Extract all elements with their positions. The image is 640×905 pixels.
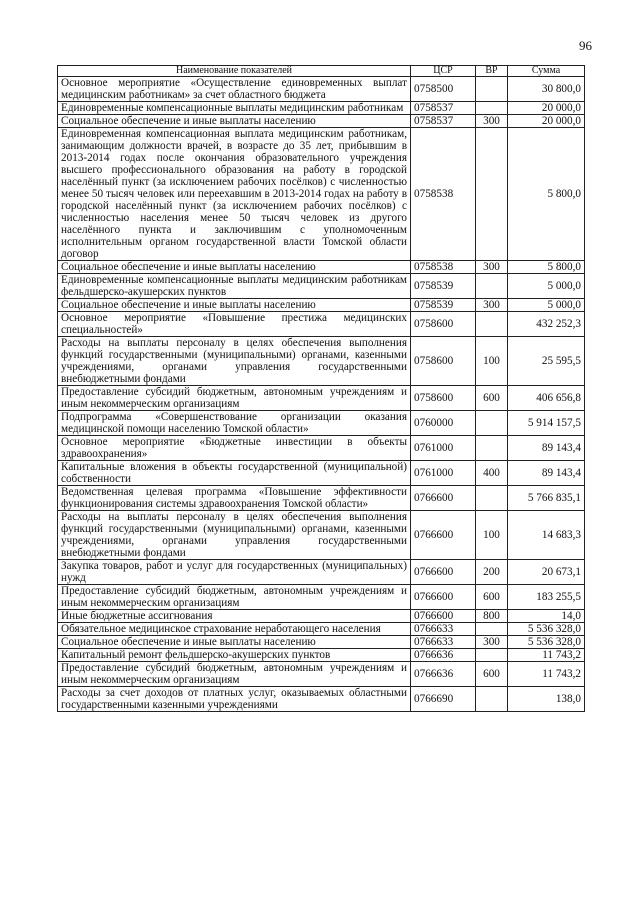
cell-sum: 406 656,8 [508, 386, 585, 411]
table-row [58, 662, 585, 687]
header-code: ЦСР [411, 66, 476, 77]
cell-code: 0758538 [411, 128, 476, 261]
cell-name: Единовременные компенсационные выплаты медицинским работникам фельдшерско-акушерских пунктов [58, 274, 411, 299]
cell-vr: 200 [476, 560, 508, 585]
table-row [58, 128, 585, 261]
cell-name: Обязательное медицинское страхование неработающего населения [58, 623, 411, 636]
cell-name: Социальное обеспечение и иные выплаты населению [58, 115, 411, 128]
cell-sum: 5 766 835,1 [508, 486, 585, 511]
cell-code: 0766633 [411, 636, 476, 649]
cell-sum: 5 536 328,0 [508, 636, 585, 649]
table-row [58, 585, 585, 610]
table-header-row [58, 66, 585, 77]
cell-sum: 14,0 [508, 610, 585, 623]
cell-vr [476, 411, 508, 436]
table-row [58, 649, 585, 662]
cell-sum: 432 252,3 [508, 312, 585, 337]
cell-vr: 100 [476, 511, 508, 560]
cell-name: Основное мероприятие «Бюджетные инвестиции в объекты здравоохранения» [58, 436, 411, 461]
table-row [58, 115, 585, 128]
cell-name: Ведомственная целевая программа «Повышение эффективности функционирования системы здравоохранения Томской области» [58, 486, 411, 511]
table-row [58, 461, 585, 486]
cell-name: Социальное обеспечение и иные выплаты населению [58, 261, 411, 274]
table-row [58, 486, 585, 511]
table-row [58, 436, 585, 461]
table-row [58, 299, 585, 312]
header-vr: ВР [476, 66, 508, 77]
cell-sum: 30 800,0 [508, 77, 585, 102]
header-sum: Сумма [508, 66, 585, 77]
cell-vr [476, 687, 508, 712]
budget-table [57, 65, 585, 712]
page-number: 96 [579, 38, 592, 53]
cell-vr: 600 [476, 386, 508, 411]
cell-vr: 300 [476, 261, 508, 274]
cell-code: 0758537 [411, 115, 476, 128]
cell-name: Расходы на выплаты персоналу в целях обеспечения выполнения функций государственными (муниципальными) органами, казенными учреждениями, органами управления государственными внебюджетными фондами [58, 511, 411, 560]
cell-sum: 11 743,2 [508, 662, 585, 687]
cell-sum: 138,0 [508, 687, 585, 712]
cell-vr: 300 [476, 299, 508, 312]
table-row [58, 511, 585, 560]
cell-name: Единовременные компенсационные выплаты медицинским работникам [58, 102, 411, 115]
table-row [58, 411, 585, 436]
cell-code: 0758500 [411, 77, 476, 102]
cell-code: 0766636 [411, 649, 476, 662]
cell-vr [476, 649, 508, 662]
cell-vr: 600 [476, 662, 508, 687]
cell-code: 0766690 [411, 687, 476, 712]
cell-name: Предоставление субсидий бюджетным, автономным учреждениям и иным некоммерческим организациям [58, 386, 411, 411]
cell-code: 0766636 [411, 662, 476, 687]
table-row [58, 560, 585, 585]
cell-sum: 5 000,0 [508, 299, 585, 312]
cell-vr: 100 [476, 337, 508, 386]
cell-code: 0766600 [411, 610, 476, 623]
cell-code: 0761000 [411, 436, 476, 461]
cell-name: Капитальные вложения в объекты государственной (муниципальной) собственности [58, 461, 411, 486]
table-row [58, 687, 585, 712]
table-row [58, 77, 585, 102]
table-row [58, 274, 585, 299]
table-row [58, 636, 585, 649]
table-row [58, 610, 585, 623]
cell-name: Социальное обеспечение и иные выплаты населению [58, 299, 411, 312]
cell-vr [476, 486, 508, 511]
cell-sum: 14 683,3 [508, 511, 585, 560]
cell-name: Подпрограмма «Совершенствование организации оказания медицинской помощи населению Томской области» [58, 411, 411, 436]
cell-code: 0758539 [411, 299, 476, 312]
cell-sum: 20 673,1 [508, 560, 585, 585]
cell-vr [476, 77, 508, 102]
cell-vr [476, 623, 508, 636]
cell-name: Иные бюджетные ассигнования [58, 610, 411, 623]
cell-vr [476, 436, 508, 461]
cell-code: 0758600 [411, 337, 476, 386]
cell-sum: 5 536 328,0 [508, 623, 585, 636]
cell-name: Капитальный ремонт фельдшерско-акушерских пунктов [58, 649, 411, 662]
cell-code: 0758537 [411, 102, 476, 115]
cell-sum: 89 143,4 [508, 436, 585, 461]
cell-vr [476, 128, 508, 261]
cell-code: 0758600 [411, 386, 476, 411]
cell-code: 0758538 [411, 261, 476, 274]
cell-sum: 11 743,2 [508, 649, 585, 662]
table-row [58, 623, 585, 636]
cell-vr [476, 274, 508, 299]
cell-name: Основное мероприятие «Повышение престижа медицинских специальностей» [58, 312, 411, 337]
cell-code: 0766600 [411, 511, 476, 560]
cell-code: 0758539 [411, 274, 476, 299]
cell-code: 0766600 [411, 486, 476, 511]
table-row [58, 102, 585, 115]
cell-sum: 89 143,4 [508, 461, 585, 486]
cell-vr: 800 [476, 610, 508, 623]
cell-name: Основное мероприятие «Осуществление единовременных выплат медицинским работникам» за счет областного бюджета [58, 77, 411, 102]
cell-code: 0766600 [411, 585, 476, 610]
cell-vr: 300 [476, 636, 508, 649]
cell-code: 0761000 [411, 461, 476, 486]
table-row [58, 337, 585, 386]
cell-sum: 20 000,0 [508, 102, 585, 115]
cell-sum: 5 000,0 [508, 274, 585, 299]
cell-name: Предоставление субсидий бюджетным, автономным учреждениям и иным некоммерческим организациям [58, 585, 411, 610]
cell-name: Единовременная компенсационная выплата медицинским работникам, занимающим должности врачей, в возрасте до 35 лет, прибывшим в 2013-2014 годах после окончания образовательного учреждения высшего профессионального образования на работу в городской населённый пункт (за исключением рабочих посёлков) с численностью менее 50 тысяч человек или переехавшим в 2013-2014 годах на работу в городской населённый пункт (за исключением рабочих посёлков) с численностью населения менее 50 тысяч человек из другого населённого пункта и заключившим с уполномоченным исполнительным органом государственной власти Томской области договор [58, 128, 411, 261]
cell-sum: 5 800,0 [508, 128, 585, 261]
cell-vr [476, 312, 508, 337]
cell-sum: 25 595,5 [508, 337, 585, 386]
cell-vr [476, 102, 508, 115]
cell-sum: 183 255,5 [508, 585, 585, 610]
table-row [58, 386, 585, 411]
cell-code: 0766633 [411, 623, 476, 636]
cell-code: 0758600 [411, 312, 476, 337]
cell-name: Расходы за счет доходов от платных услуг, оказываемых областными государственными казенными учреждениями [58, 687, 411, 712]
cell-name: Предоставление субсидий бюджетным, автономным учреждениям и иным некоммерческим организациям [58, 662, 411, 687]
cell-name: Социальное обеспечение и иные выплаты населению [58, 636, 411, 649]
cell-code: 0760000 [411, 411, 476, 436]
cell-vr: 400 [476, 461, 508, 486]
cell-name: Закупка товаров, работ и услуг для государственных (муниципальных) нужд [58, 560, 411, 585]
cell-sum: 5 914 157,5 [508, 411, 585, 436]
cell-vr: 300 [476, 115, 508, 128]
cell-sum: 20 000,0 [508, 115, 585, 128]
header-name: Наименование показателей [58, 66, 411, 77]
cell-sum: 5 800,0 [508, 261, 585, 274]
cell-name: Расходы на выплаты персоналу в целях обеспечения выполнения функций государственными (муниципальными) органами, казенными учреждениями, органами управления государственными внебюджетными фондами [58, 337, 411, 386]
cell-code: 0766600 [411, 560, 476, 585]
cell-vr: 600 [476, 585, 508, 610]
table-row [58, 312, 585, 337]
table-row [58, 261, 585, 274]
